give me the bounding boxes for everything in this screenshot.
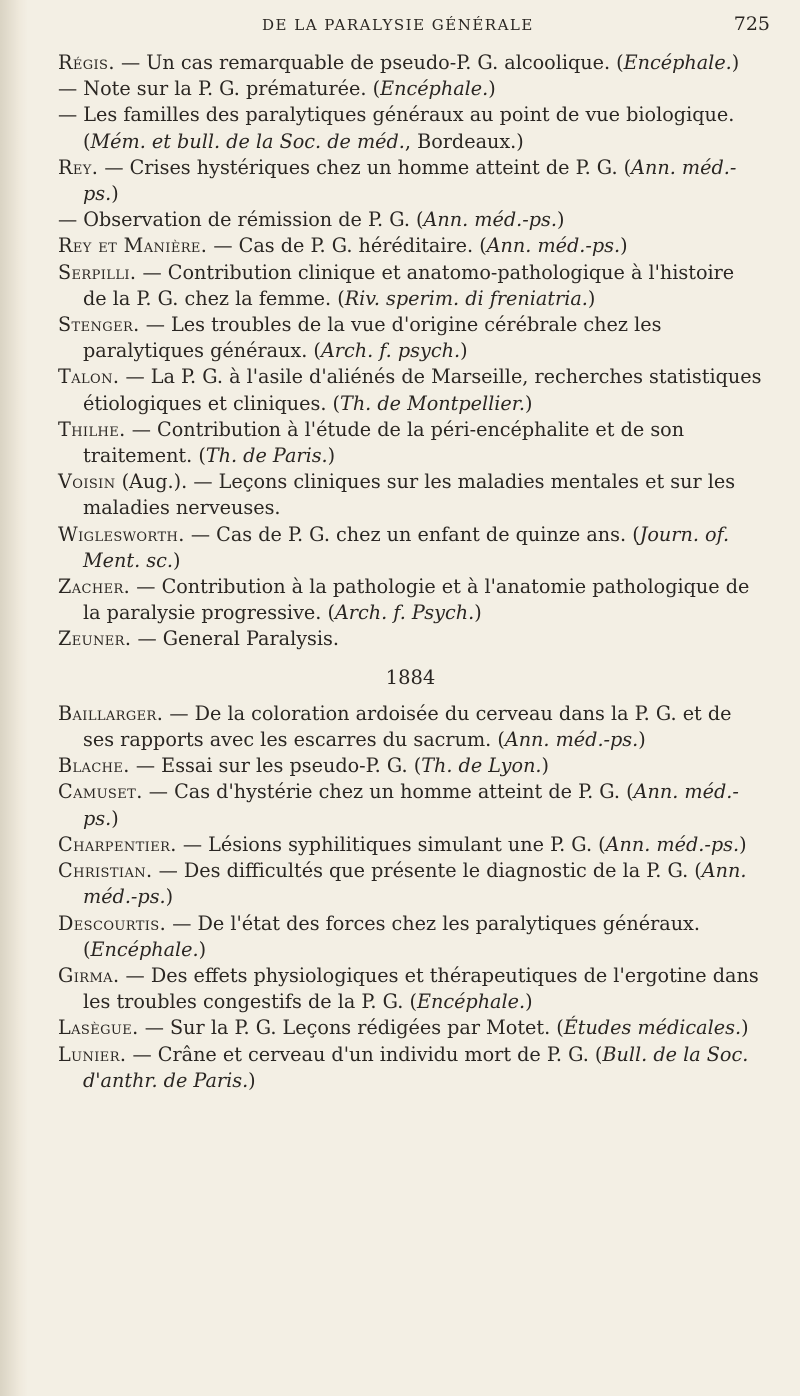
entry-text-tail: ) bbox=[556, 208, 565, 232]
bibliography-entry bbox=[58, 753, 763, 779]
entry-text: — Les familles des paralytiques généraux au point de vue biologique. ( bbox=[58, 103, 735, 153]
entry-text-tail: , Bordeaux.) bbox=[404, 129, 524, 153]
bibliography-entry bbox=[58, 469, 763, 521]
entry-source: Th. de Lyon. bbox=[421, 754, 542, 778]
bibliography-entry bbox=[58, 832, 763, 858]
bibliography-entry bbox=[58, 626, 763, 652]
bibliography-entry bbox=[58, 911, 763, 963]
entry-source: Mém. et bull. de la Soc. de méd. bbox=[90, 129, 405, 153]
entry-text: — Cas de P. G. héréditaire. ( bbox=[207, 234, 487, 258]
entry-source: Journ. of. Ment. sc. bbox=[83, 522, 730, 572]
entry-text: — Des difficultés que présente le diagnostic de la P. G. ( bbox=[152, 859, 702, 883]
entry-author: Descourtis. bbox=[58, 911, 167, 935]
entry-author: Zeuner. bbox=[58, 627, 132, 651]
entry-text-tail: ) bbox=[638, 728, 646, 752]
entry-author: Baillarger. bbox=[58, 701, 164, 725]
entry-text-tail: ) bbox=[739, 832, 747, 856]
bibliography-entry bbox=[58, 260, 763, 312]
entry-text-tail: ) bbox=[248, 1068, 256, 1092]
entry-text: — Contribution à l'étude de la péri-encéphalite et de son traitement. ( bbox=[83, 417, 685, 468]
entry-text: — Contribution à la pathologie et à l'anatomie pathologique de la paralysie progressive. ( bbox=[83, 575, 750, 625]
bibliography-entry bbox=[58, 779, 763, 831]
entry-text-tail: ) bbox=[524, 391, 533, 415]
entry-author: Thilhe. bbox=[58, 417, 126, 441]
entry-text-tail: ) bbox=[474, 601, 482, 625]
entry-text: — Des effets physiologiques et thérapeutiques de l'ergotine dans les troubles congestifs de la P. G. ( bbox=[83, 963, 759, 1014]
entry-text-tail: ) bbox=[327, 444, 336, 468]
entry-author: Zacher. bbox=[58, 575, 131, 599]
entry-author: Talon. bbox=[58, 365, 120, 389]
entry-author: Lunier. bbox=[58, 1042, 127, 1066]
entry-text: — Note sur la P. G. prématurée. ( bbox=[58, 77, 381, 101]
bibliography-entry bbox=[58, 233, 763, 259]
entry-text-tail: ) bbox=[111, 182, 119, 206]
bibliography-entry bbox=[58, 102, 763, 154]
entry-text: — De l'état des forces chez les paralytiques généraux. ( bbox=[83, 911, 700, 961]
entry-text-tail: ) bbox=[541, 754, 550, 778]
bibliography-entry bbox=[58, 76, 763, 102]
entry-source: Ann. méd.-ps. bbox=[504, 728, 639, 752]
running-head bbox=[0, 13, 800, 42]
entry-text-tail: ) bbox=[165, 885, 174, 909]
entry-author: Camuset. bbox=[58, 780, 143, 804]
entry-source: Ann. méd.-ps. bbox=[83, 859, 747, 909]
entry-author: Régis. bbox=[58, 51, 115, 74]
entry-text-tail: ) bbox=[488, 77, 496, 101]
entry-source: Études médicales. bbox=[563, 1016, 742, 1040]
entry-author: Rey. bbox=[58, 155, 99, 179]
entry-text: — Essai sur les pseudo-P. G. ( bbox=[129, 754, 422, 778]
entry-author: Voisin bbox=[58, 470, 116, 494]
entry-source: Ann. méd.-ps. bbox=[605, 832, 740, 856]
page-number: 725 bbox=[733, 13, 770, 35]
entry-source: Ann. méd.-ps. bbox=[423, 208, 557, 232]
entry-text: — Lésions syphilitiques simulant une P. G. ( bbox=[176, 832, 606, 856]
entry-source: Th. de Paris. bbox=[205, 444, 328, 468]
page-binding-shadow bbox=[0, 0, 28, 1396]
bibliography-entry bbox=[58, 207, 763, 233]
entry-text-tail: ) bbox=[172, 548, 181, 572]
entry-source: Encéphale. bbox=[623, 51, 732, 74]
bibliography-entry bbox=[58, 522, 763, 574]
entry-author: Christian. bbox=[58, 859, 153, 883]
entry-text: — Cas d'hystérie chez un homme atteint de P. G. ( bbox=[142, 780, 634, 804]
entries-after-year bbox=[58, 701, 763, 1094]
entry-text: — Sur la P. G. Leçons rédigées par Motet. ( bbox=[138, 1016, 564, 1040]
entry-text: — Crâne et cerveau d'un individu mort de P. G. ( bbox=[126, 1042, 603, 1066]
bibliography-entry bbox=[58, 963, 763, 1015]
bibliography-entry bbox=[58, 1015, 763, 1041]
bibliography-entry bbox=[58, 701, 763, 753]
entry-source: Ann. méd.-ps. bbox=[83, 780, 739, 830]
entry-author: Charpentier. bbox=[58, 832, 177, 856]
entry-text: — Cas de P. G. chez un enfant de quinze ans. ( bbox=[184, 522, 640, 546]
entry-text-tail: ) bbox=[460, 339, 468, 363]
entry-author: Serpilli. bbox=[58, 260, 137, 284]
entry-text-tail: ) bbox=[741, 1016, 749, 1040]
entry-author: Girma. bbox=[58, 963, 120, 987]
entry-text-tail: ) bbox=[587, 286, 596, 310]
entry-text: — General Paralysis. bbox=[131, 627, 339, 651]
bibliography-entry bbox=[58, 50, 763, 76]
bibliography-entry bbox=[58, 364, 763, 416]
entry-source: Ann. méd.-ps. bbox=[486, 234, 621, 258]
entry-text: — Crises hystériques chez un homme atteint de P. G. ( bbox=[98, 155, 632, 179]
entry-text: — Les troubles de la vue d'origine cérébrale chez les paralytiques généraux. ( bbox=[83, 313, 662, 363]
entry-text: — Observation de rémission de P. G. ( bbox=[58, 208, 424, 232]
entry-source: Arch. f. Psych. bbox=[334, 601, 475, 625]
entry-source: Bull. de la Soc. d'anthr. de Paris. bbox=[83, 1042, 749, 1092]
entry-text: — De la coloration ardoisée du cerveau dans la P. G. et de ses rapports avec les escarres du sacrum. ( bbox=[83, 701, 732, 752]
bibliography bbox=[58, 50, 763, 1094]
entry-source: Encéphale. bbox=[416, 990, 526, 1014]
entry-text-tail: ) bbox=[198, 937, 207, 961]
entry-author: Stenger. bbox=[58, 313, 140, 337]
entries-before-year bbox=[58, 50, 763, 653]
bibliography-entry bbox=[58, 155, 763, 207]
entry-text: — Un cas remarquable de pseudo-P. G. alcoolique. ( bbox=[114, 51, 624, 74]
entry-author: Rey et Manière. bbox=[58, 234, 208, 258]
entry-text: (Aug.). — Leçons cliniques sur les maladies mentales et sur les maladies nerveuses. bbox=[83, 470, 736, 520]
entry-text-tail: ) bbox=[111, 806, 119, 830]
entry-author: Lasègue. bbox=[58, 1016, 139, 1040]
entry-text-tail: ) bbox=[620, 234, 628, 258]
entry-text: — Contribution clinique et anatomo-pathologique à l'histoire de la P. G. chez la femme. ( bbox=[83, 260, 735, 310]
bibliography-entry bbox=[58, 417, 763, 469]
entry-source: Riv. sperim. di freniatria. bbox=[344, 286, 588, 310]
entry-source: Ann. méd.-ps. bbox=[83, 155, 737, 206]
entry-source: Th. de Montpellier. bbox=[340, 391, 525, 415]
entry-text-tail: ) bbox=[525, 990, 533, 1014]
bibliography-entry bbox=[58, 312, 763, 364]
entry-author: Wiglesworth. bbox=[58, 522, 185, 546]
bibliography-entry bbox=[58, 858, 763, 910]
entry-author: Blache. bbox=[58, 754, 130, 778]
bibliography-entry bbox=[58, 1042, 763, 1094]
entry-source: Encéphale. bbox=[90, 937, 199, 961]
year-heading: 1884 bbox=[385, 665, 436, 689]
entry-text-tail: ) bbox=[731, 51, 740, 74]
entry-text: — La P. G. à l'asile d'aliénés de Marseille, recherches statistiques étiologiques et cliniques. ( bbox=[83, 365, 762, 415]
entry-source: Arch. f. psych. bbox=[320, 339, 461, 363]
running-head-title: DE LA PARALYSIE GÉNÉRALE bbox=[262, 16, 534, 34]
entry-source: Encéphale. bbox=[380, 77, 489, 101]
bibliography-entry bbox=[58, 574, 763, 626]
